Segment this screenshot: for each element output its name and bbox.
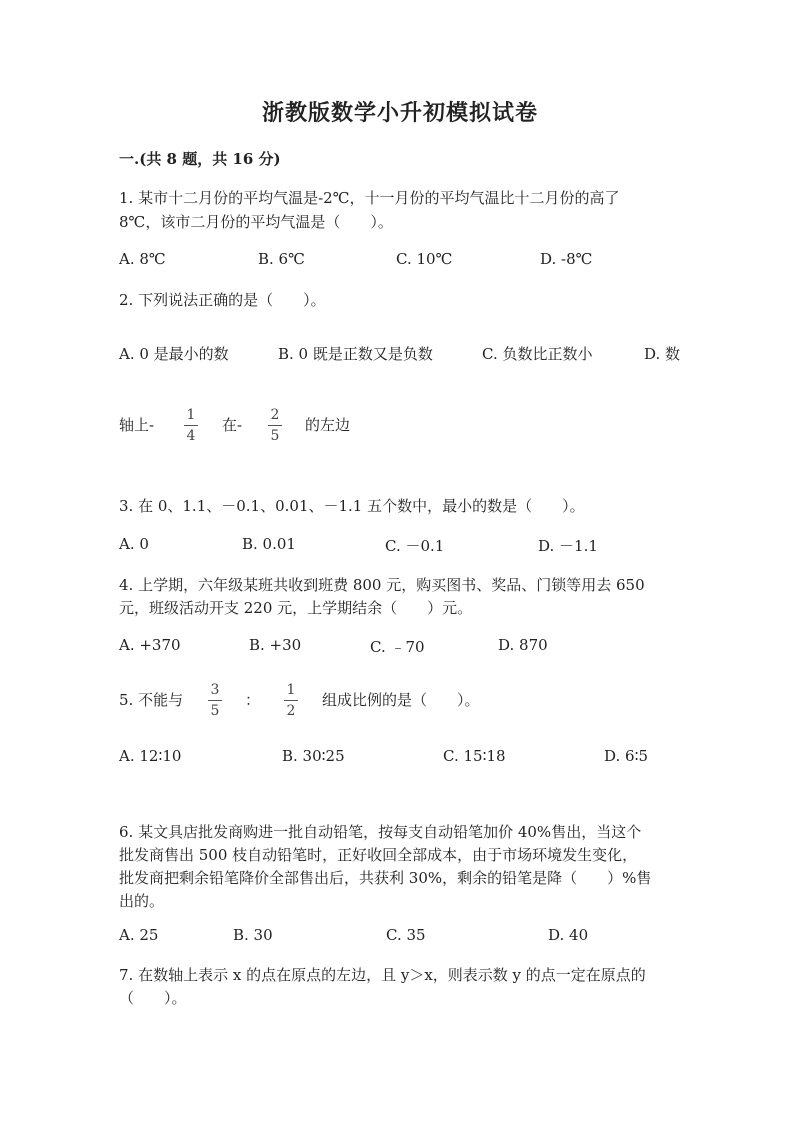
q2-fraction-2-numerator: 2 xyxy=(270,407,280,423)
question-2-line-1: 2. 下列说法正确的是（ ）。 xyxy=(119,291,326,309)
page-title: 浙教版数学小升初模拟试卷 xyxy=(261,100,538,126)
q5-option-c: C. 15∶18 xyxy=(443,747,506,765)
q4-option-c: C. ﹣70 xyxy=(370,638,425,656)
question-5-suffix: 组成比例的是（ ）。 xyxy=(322,691,480,709)
q5-option-b: B. 30∶25 xyxy=(282,747,345,765)
q5-fraction-2 xyxy=(284,681,298,720)
section-header: 一.(共 8 题，共 16 分) xyxy=(119,150,281,168)
q4-option-b: B. +30 xyxy=(249,636,302,654)
q2-option-d: D. 数 xyxy=(644,345,681,363)
q2-fraction-2 xyxy=(268,406,282,445)
q2-continuation-suffix: 的左边 xyxy=(305,416,351,434)
q2-continuation-mid: 在- xyxy=(222,416,243,434)
question-6-line-2: 批发商售出 500 枝自动铅笔时，正好收回全部成本，由于市场环境发生变化， xyxy=(119,846,638,864)
q5-fraction-1-denominator: 5 xyxy=(210,703,220,719)
q1-option-b: B. 6℃ xyxy=(258,250,305,268)
question-1-line-1: 1. 某市十二月份的平均气温是-2℃，十一月份的平均气温比十二月份的高了 xyxy=(119,189,620,207)
q5-fraction-2-denominator: 2 xyxy=(286,703,296,719)
q3-option-b: B. 0.01 xyxy=(242,535,296,553)
question-3-line-1: 3. 在 0、1.1、－0.1、0.01、－1.1 五个数中，最小的数是（ ）。 xyxy=(119,497,585,515)
fraction-bar xyxy=(208,700,222,701)
question-7-line-2: （ ）。 xyxy=(119,989,187,1007)
question-1-line-2: 8℃，该市二月份的平均气温是（ ）。 xyxy=(119,213,393,231)
q3-option-d: D. －1.1 xyxy=(538,537,598,555)
question-6-line-1: 6. 某文具店批发商购进一批自动铅笔，按每支自动铅笔加价 40%售出，当这个 xyxy=(119,823,642,841)
q2-fraction-2-denominator: 5 xyxy=(270,428,280,444)
q2-fraction-1 xyxy=(184,406,198,445)
q5-option-d: D. 6∶5 xyxy=(604,747,649,765)
q5-fraction-1 xyxy=(208,681,222,720)
q1-option-c: C. 10℃ xyxy=(396,250,453,268)
q2-fraction-1-denominator: 4 xyxy=(186,428,196,444)
q2-fraction-1-numerator: 1 xyxy=(186,407,196,423)
q2-option-c: C. 负数比正数小 xyxy=(482,345,593,363)
q1-option-d: D. -8℃ xyxy=(540,250,593,268)
fraction-bar xyxy=(284,700,298,701)
q2-continuation-prefix: 轴上- xyxy=(119,416,155,434)
q5-colon: ： xyxy=(245,691,261,709)
question-4-line-2: 元，班级活动开支 220 元，上学期结余（ ）元。 xyxy=(119,599,473,617)
q3-option-a: A. 0 xyxy=(119,535,149,553)
q6-option-d: D. 40 xyxy=(548,926,589,944)
q6-option-b: B. 30 xyxy=(233,926,273,944)
q5-option-a: A. 12∶10 xyxy=(119,747,182,765)
q4-option-a: A. +370 xyxy=(119,636,181,654)
q6-option-c: C. 35 xyxy=(386,926,426,944)
q2-option-b: B. 0 既是正数又是负数 xyxy=(278,345,433,363)
q6-option-a: A. 25 xyxy=(119,926,159,944)
q5-fraction-1-numerator: 3 xyxy=(210,682,220,698)
question-5-prefix: 5. 不能与 xyxy=(119,691,184,709)
question-6-line-3: 批发商把剩余铅笔降价全部售出后，共获利 30%，剩余的铅笔是降（ ）%售 xyxy=(119,869,652,887)
question-6-line-4: 出的。 xyxy=(119,892,165,910)
q3-option-c: C. －0.1 xyxy=(385,537,445,555)
q2-option-a: A. 0 是最小的数 xyxy=(119,345,229,363)
q5-fraction-2-numerator: 1 xyxy=(286,682,296,698)
question-4-line-1: 4. 上学期，六年级某班共收到班费 800 元，购买图书、奖品、门锁等用去 650 xyxy=(119,576,645,594)
question-7-line-1: 7. 在数轴上表示 x 的点在原点的左边，且 y＞x，则表示数 y 的点一定在原点的 xyxy=(119,966,646,984)
fraction-bar xyxy=(184,425,198,426)
q4-option-d: D. 870 xyxy=(498,636,548,654)
fraction-bar xyxy=(268,425,282,426)
q1-option-a: A. 8℃ xyxy=(119,250,166,268)
